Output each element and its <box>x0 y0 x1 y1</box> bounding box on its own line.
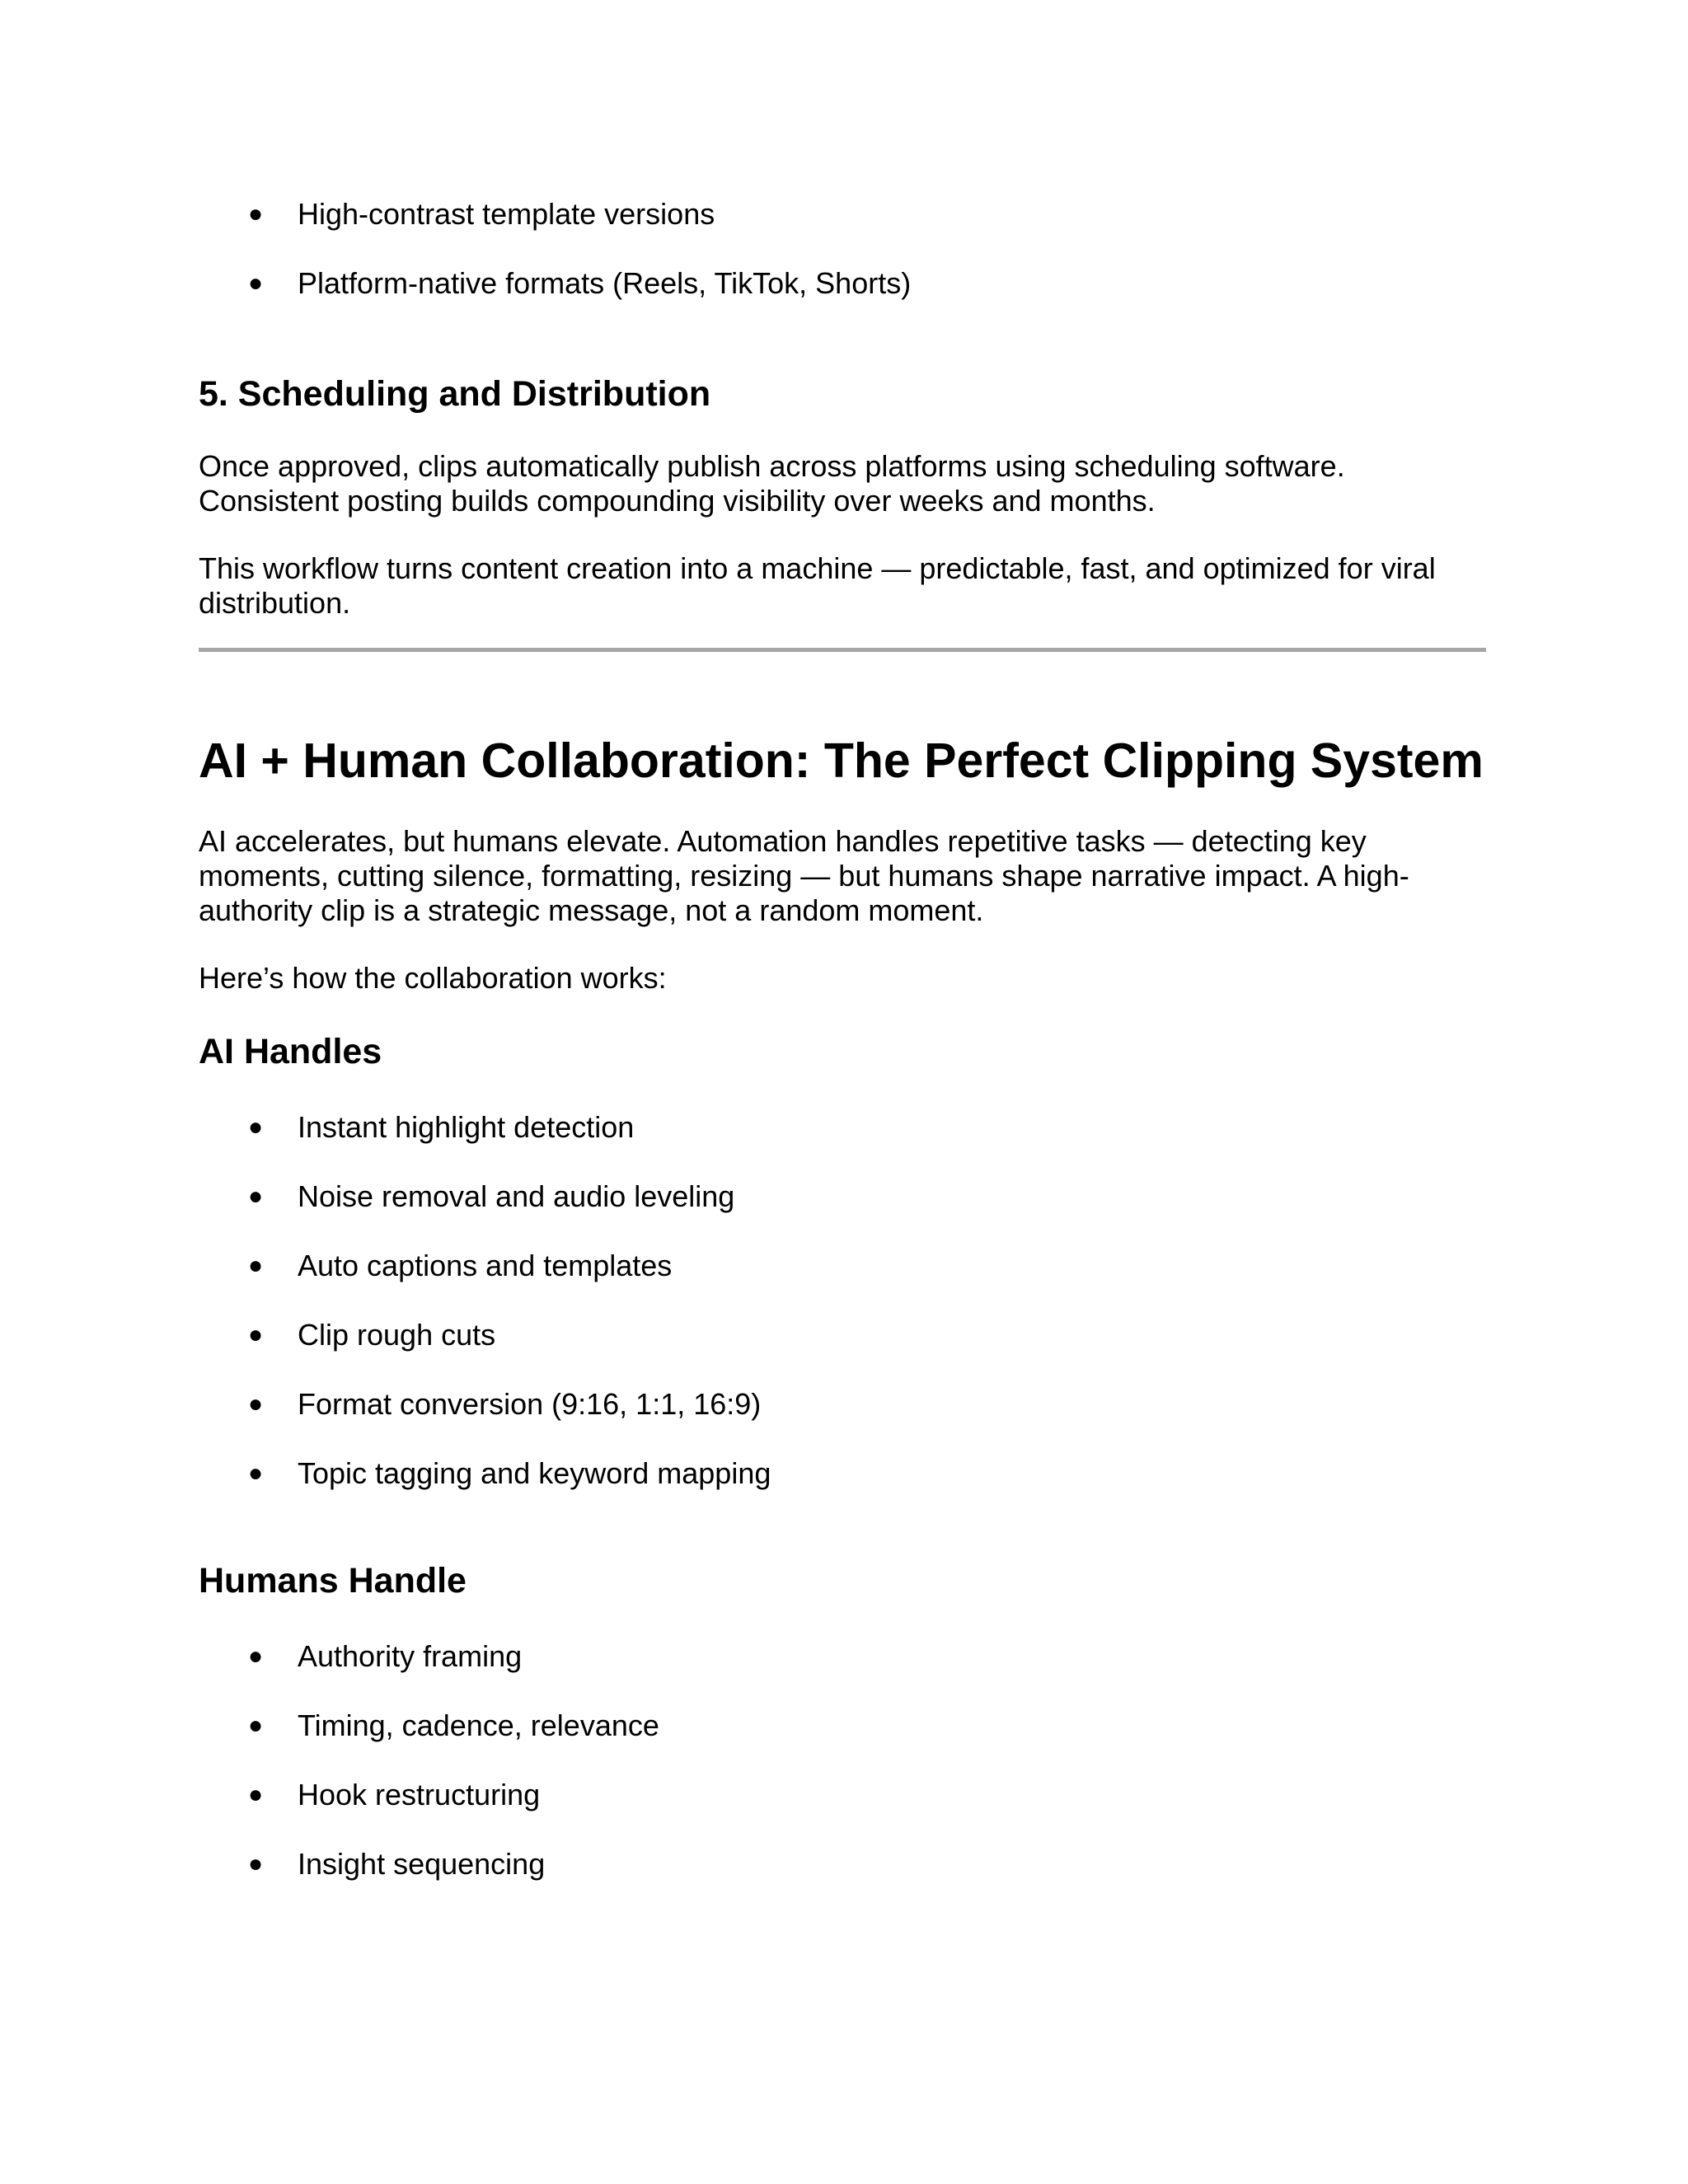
list-item-text: Authority framing <box>298 1639 523 1673</box>
paragraph-line: This workflow turns content creation into a machine — predictable, fast, and optimized for viral <box>199 551 1436 585</box>
bullet-icon: ● <box>248 1850 264 1877</box>
list-item-text: Instant highlight detection <box>298 1110 635 1144</box>
list-item-text: Clip rough cuts <box>298 1318 496 1352</box>
section-heading-humans-handle: Humans Handle <box>199 1561 467 1601</box>
bullet-icon: ● <box>248 1781 264 1808</box>
section-heading-ai-handles: AI Handles <box>199 1032 382 1071</box>
bullet-icon: ● <box>248 1252 264 1279</box>
paragraph-line: distribution. <box>199 586 351 620</box>
list-item-text: Timing, cadence, relevance <box>298 1708 659 1742</box>
bullet-icon: ● <box>248 1460 264 1487</box>
collab-lead-in: Here’s how the collaboration works: <box>199 961 667 995</box>
bullet-icon: ● <box>248 269 264 297</box>
paragraph-line: moments, cutting silence, formatting, resizing — but humans shape narrative impact. A high- <box>199 859 1409 893</box>
page-title: AI + Human Collaboration: The Perfect Clipping System <box>199 733 1484 788</box>
paragraph-line: Once approved, clips automatically publish across platforms using scheduling software. <box>199 449 1345 483</box>
list-item-text: Format conversion (9:16, 1:1, 16:9) <box>298 1387 762 1421</box>
bullet-icon: ● <box>248 1113 264 1141</box>
paragraph-line: authority clip is a strategic message, not a random moment. <box>199 893 984 927</box>
bullet-icon: ● <box>248 200 264 227</box>
section-heading-scheduling: 5. Scheduling and Distribution <box>199 374 711 414</box>
section5-paragraph-1 <box>199 449 1486 518</box>
bullet-icon: ● <box>248 1643 264 1670</box>
list-item-text: Auto captions and templates <box>298 1249 673 1282</box>
paragraph-line: AI accelerates, but humans elevate. Automation handles repetitive tasks — detecting key <box>199 824 1367 858</box>
bullet-icon: ● <box>248 1321 264 1348</box>
list-item-text: Platform-native formats (Reels, TikTok, Shorts) <box>298 266 912 300</box>
bullet-icon: ● <box>248 1183 264 1210</box>
collab-intro-paragraph <box>199 824 1486 928</box>
list-item-text: Topic tagging and keyword mapping <box>298 1456 771 1490</box>
section5-paragraph-2 <box>199 551 1486 621</box>
paragraph-line: Consistent posting builds compounding visibility over weeks and months. <box>199 484 1156 518</box>
bullet-icon: ● <box>248 1712 264 1739</box>
bullet-icon: ● <box>248 1390 264 1418</box>
list-item-text: Hook restructuring <box>298 1778 541 1811</box>
list-item-text: Noise removal and audio leveling <box>298 1179 735 1213</box>
horizontal-rule <box>199 648 1486 652</box>
list-item-text: Insight sequencing <box>298 1847 546 1881</box>
list-item-text: High-contrast template versions <box>298 197 715 231</box>
